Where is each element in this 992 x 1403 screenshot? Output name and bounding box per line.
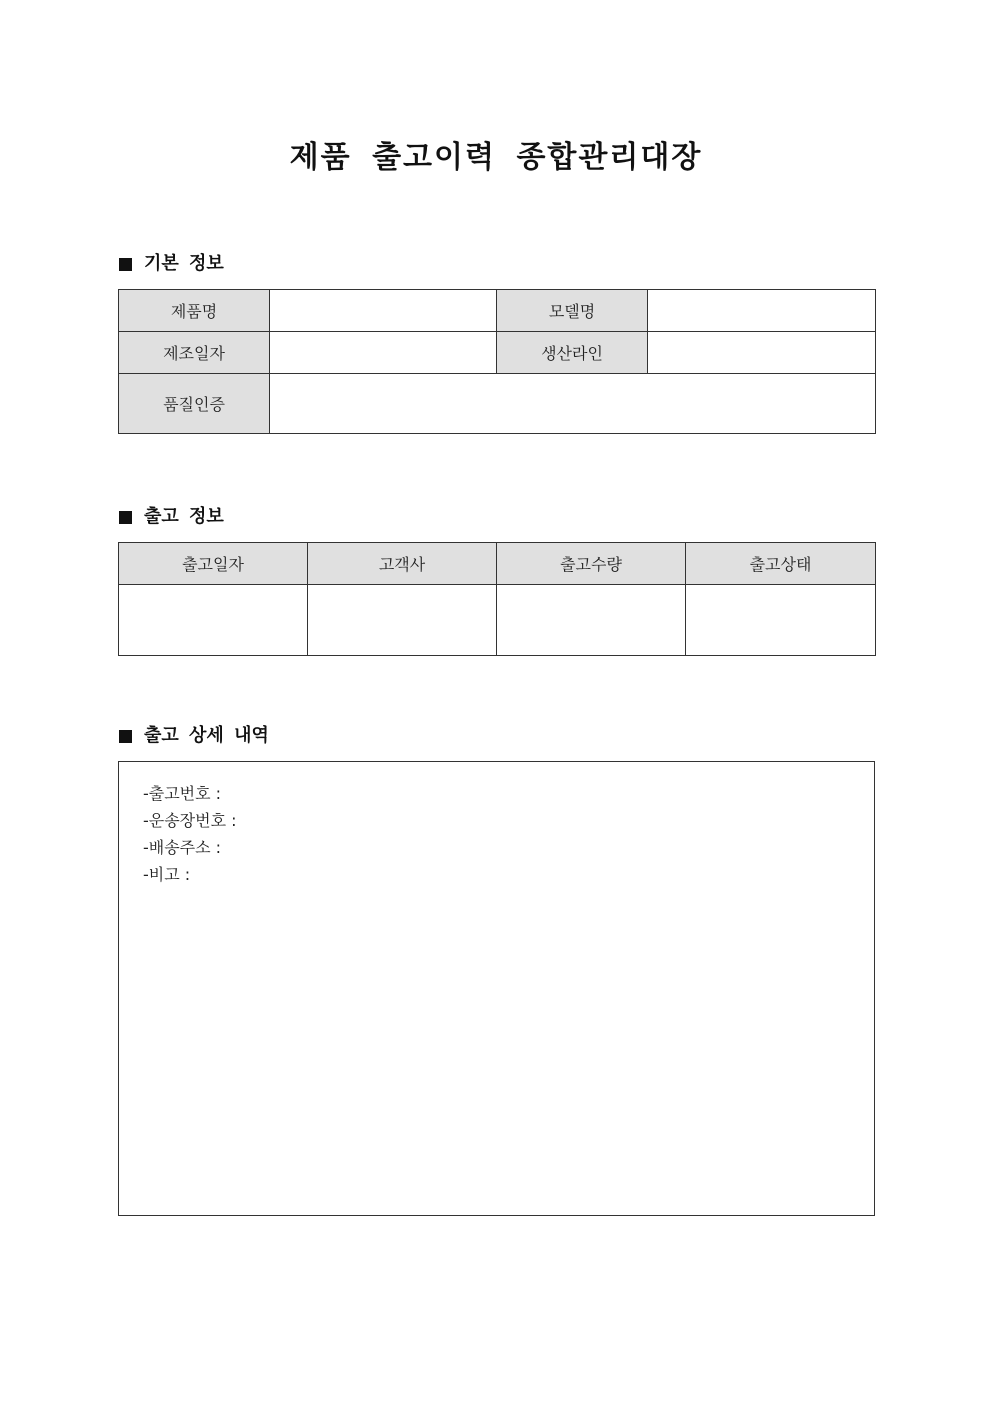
model-name-field[interactable] (648, 290, 876, 332)
black-square-icon (119, 730, 132, 743)
product-name-label: 제품명 (119, 290, 270, 332)
delivery-address-line: -배송주소 : (143, 838, 222, 857)
black-square-icon (119, 258, 132, 271)
black-square-icon (119, 511, 132, 524)
section-heading-shipping-info (119, 505, 224, 529)
model-name-label: 모델명 (497, 290, 648, 332)
production-line-field[interactable] (648, 332, 876, 374)
table-header-row (119, 543, 876, 585)
quality-cert-field[interactable] (270, 374, 876, 434)
remarks-line: -비고 : (143, 865, 191, 884)
column-header-quantity: 출고수량 (497, 543, 686, 585)
ship-date-field[interactable] (119, 585, 308, 656)
shipping-detail-list (143, 780, 237, 888)
section-heading-basic-info (119, 252, 224, 276)
basic-info-table (118, 289, 876, 434)
table-row (119, 374, 876, 434)
table-row (119, 332, 876, 374)
shipping-detail-box[interactable] (118, 761, 875, 1216)
page-title: 제품 출고이력 종합관리대장 (289, 140, 703, 175)
quality-cert-label: 품질인증 (119, 374, 270, 434)
shipping-info-table (118, 542, 876, 656)
product-name-field[interactable] (270, 290, 497, 332)
quantity-field[interactable] (497, 585, 686, 656)
table-row (119, 290, 876, 332)
column-header-status: 출고상태 (686, 543, 876, 585)
column-header-customer: 고객사 (308, 543, 497, 585)
section-heading-label: 기본 정보 (144, 253, 224, 274)
column-header-ship-date: 출고일자 (119, 543, 308, 585)
shipping-number-line: -출고번호 : (143, 784, 222, 803)
section-heading-label: 출고 정보 (144, 506, 224, 527)
customer-field[interactable] (308, 585, 497, 656)
status-field[interactable] (686, 585, 876, 656)
waybill-number-line: -운송장번호 : (143, 811, 237, 830)
table-row (119, 585, 876, 656)
section-heading-label: 출고 상세 내역 (144, 725, 269, 746)
manufacture-date-field[interactable] (270, 332, 497, 374)
manufacture-date-label: 제조일자 (119, 332, 270, 374)
production-line-label: 생산라인 (497, 332, 648, 374)
section-heading-shipping-detail (119, 724, 269, 748)
